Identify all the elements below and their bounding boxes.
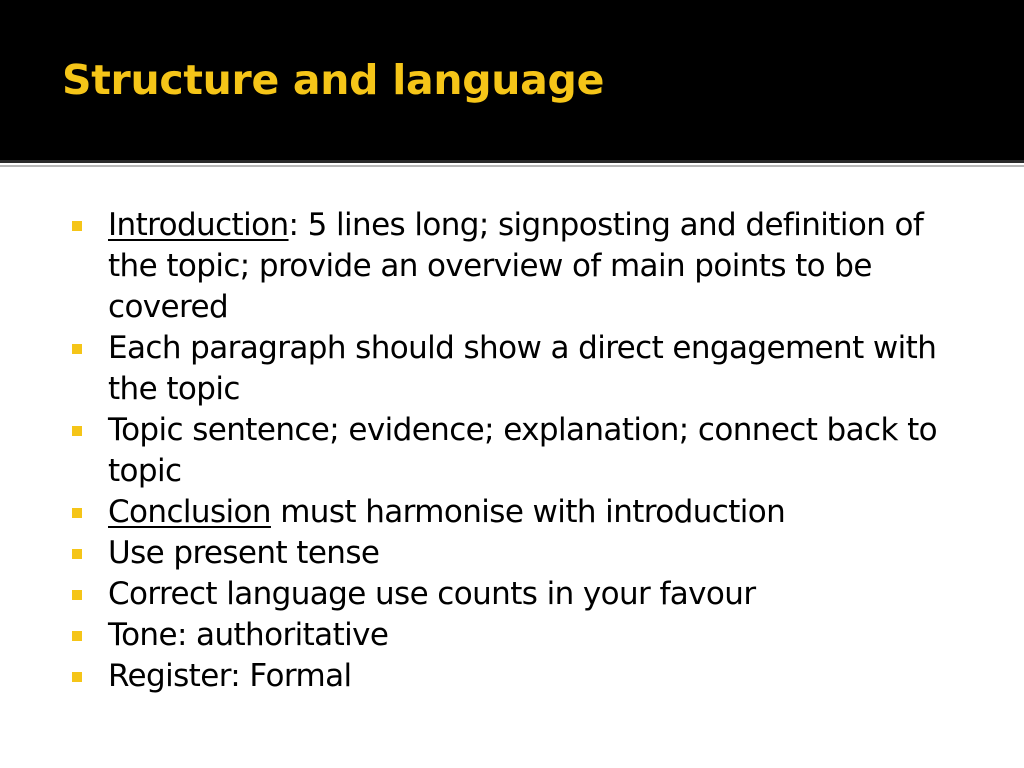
bullet-text-conclusion: must harmonise with introduction: [270, 494, 786, 530]
bullet-item-introduction: [72, 205, 952, 328]
square-bullet-icon: [72, 590, 82, 600]
square-bullet-icon: [72, 221, 82, 231]
bullet-item-language-use: [72, 574, 952, 615]
title-band: [0, 0, 1024, 160]
square-bullet-icon: [72, 344, 82, 354]
slide-title: Structure and language: [62, 56, 605, 104]
bullet-item-register: [72, 656, 952, 697]
bullet-text-introduction: : 5 lines long; signposting and definition of the topic; provide an overview of main points to be covered: [108, 207, 924, 325]
bullet-item-conclusion: [72, 492, 952, 533]
title-divider-light: [0, 165, 1024, 167]
bullet-item-paragraph-engagement: [72, 328, 952, 410]
bullet-keyword-conclusion: Conclusion: [108, 494, 271, 530]
square-bullet-icon: [72, 549, 82, 559]
bullet-item-paragraph-structure: [72, 410, 952, 492]
bullet-text-paragraph-structure: Topic sentence; evidence; explanation; connect back to topic: [108, 412, 937, 489]
square-bullet-icon: [72, 426, 82, 436]
bullet-text-paragraph-engagement: Each paragraph should show a direct engagement with the topic: [108, 330, 937, 407]
bullet-item-tense: [72, 533, 952, 574]
square-bullet-icon: [72, 508, 82, 518]
bullet-text-tense: Use present tense: [108, 535, 380, 571]
bullet-keyword-introduction: Introduction: [108, 207, 289, 243]
title-divider-dark: [0, 160, 1024, 163]
bullet-list: [72, 205, 952, 697]
bullet-item-tone: [72, 615, 952, 656]
square-bullet-icon: [72, 672, 82, 682]
bullet-text-language-use: Correct language use counts in your favour: [108, 576, 756, 612]
bullet-text-tone: Tone: authoritative: [108, 617, 389, 653]
bullet-text-register: Register: Formal: [108, 658, 352, 694]
square-bullet-icon: [72, 631, 82, 641]
